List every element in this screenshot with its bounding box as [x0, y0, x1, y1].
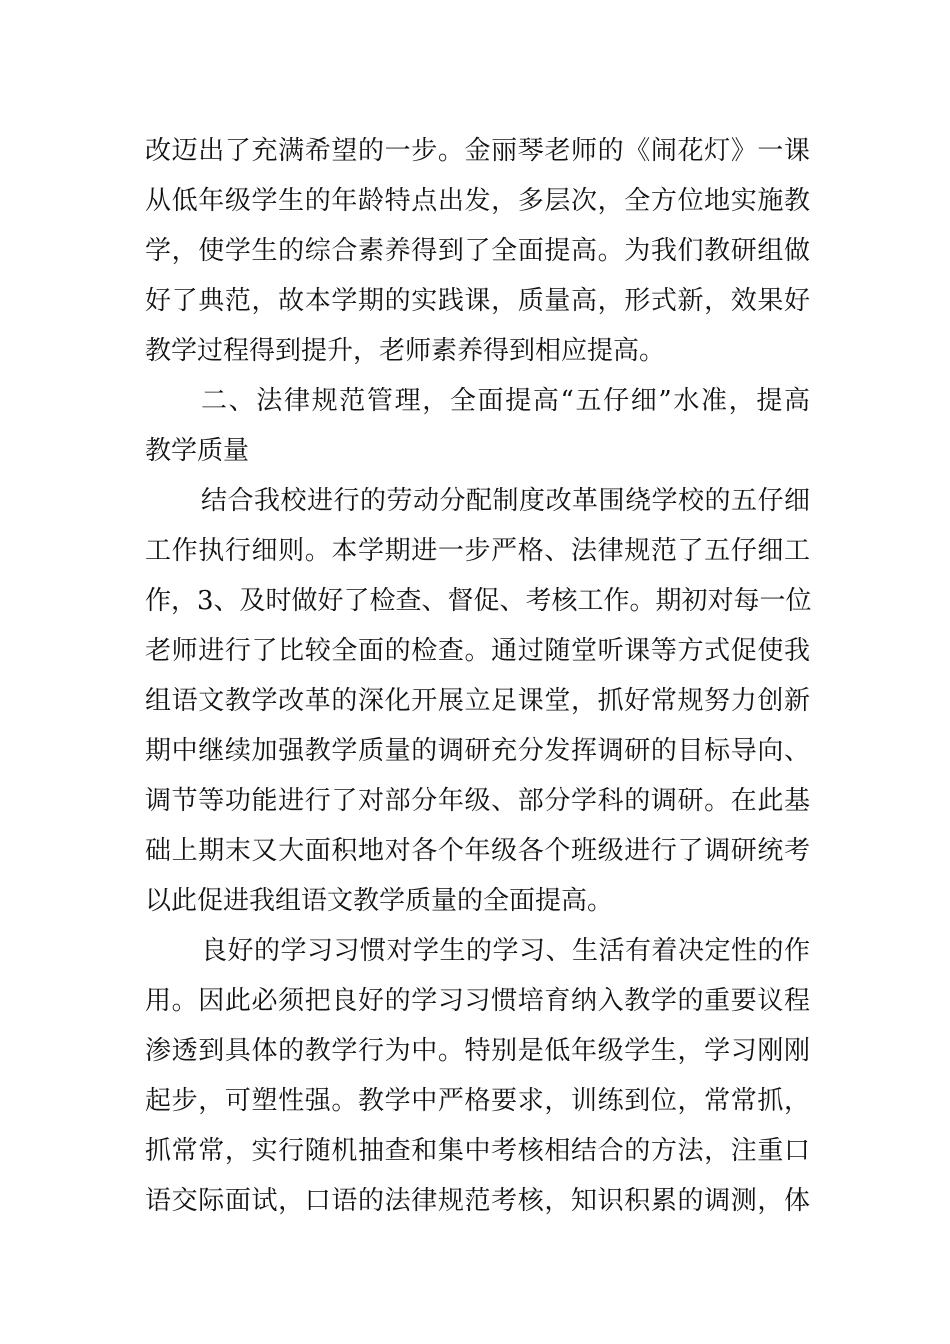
- text-line: 组语文教学改革的深化开展立足课堂，抓好常规努力创新: [145, 686, 810, 716]
- section-heading-line: 教学质量: [145, 436, 250, 466]
- section-heading-line: 二、法律规范管理，全面提高“五仔细”水准，提高: [201, 386, 810, 416]
- text-line: 调节等功能进行了对部分年级、部分学科的调研。在此基: [145, 786, 810, 816]
- text-line: 础上期末又大面积地对各个年级各个班级进行了调研统考: [145, 836, 810, 866]
- text-line: 以此促进我组语文教学质量的全面提高。: [145, 886, 614, 916]
- text-line: 良好的学习习惯对学生的学习、生活有着决定性的作: [201, 936, 810, 966]
- text-line: 从低年级学生的年龄特点出发，多层次，全方位地实施教: [145, 186, 810, 216]
- document-page: [145, 126, 810, 1226]
- text-line: 作，3、及时做好了检查、督促、考核工作。期初对每一位: [145, 586, 812, 616]
- text-line: 老师进行了比较全面的检查。通过随堂听课等方式促使我: [145, 636, 810, 666]
- text-line: 渗透到具体的教学行为中。特别是低年级学生，学习刚刚: [145, 1036, 810, 1066]
- text-line: 工作执行细则。本学期进一步严格、法律规范了五仔细工: [145, 536, 810, 566]
- text-line: 改迈出了充满希望的一步。金丽琴老师的《闹花灯》一课: [145, 136, 810, 166]
- text-line: 结合我校进行的劳动分配制度改革围绕学校的五仔细: [201, 486, 810, 516]
- text-line: 学，使学生的综合素养得到了全面提高。为我们教研组做: [145, 236, 810, 266]
- text-line: 教学过程得到提升，老师素养得到相应提高。: [145, 336, 666, 366]
- text-line: 好了典范，故本学期的实践课，质量高，形式新，效果好: [145, 286, 810, 316]
- text-line: 起步，可塑性强。教学中严格要求，训练到位，常常抓，: [145, 1086, 810, 1116]
- text-line: 期中继续加强教学质量的调研充分发挥调研的目标导向、: [145, 736, 810, 766]
- text-line: 语交际面试，口语的法律规范考核，知识积累的调测，体: [145, 1186, 810, 1216]
- text-line: 用。因此必须把良好的学习习惯培育纳入教学的重要议程: [145, 986, 810, 1016]
- text-line: 抓常常，实行随机抽查和集中考核相结合的方法，注重口: [145, 1136, 810, 1166]
